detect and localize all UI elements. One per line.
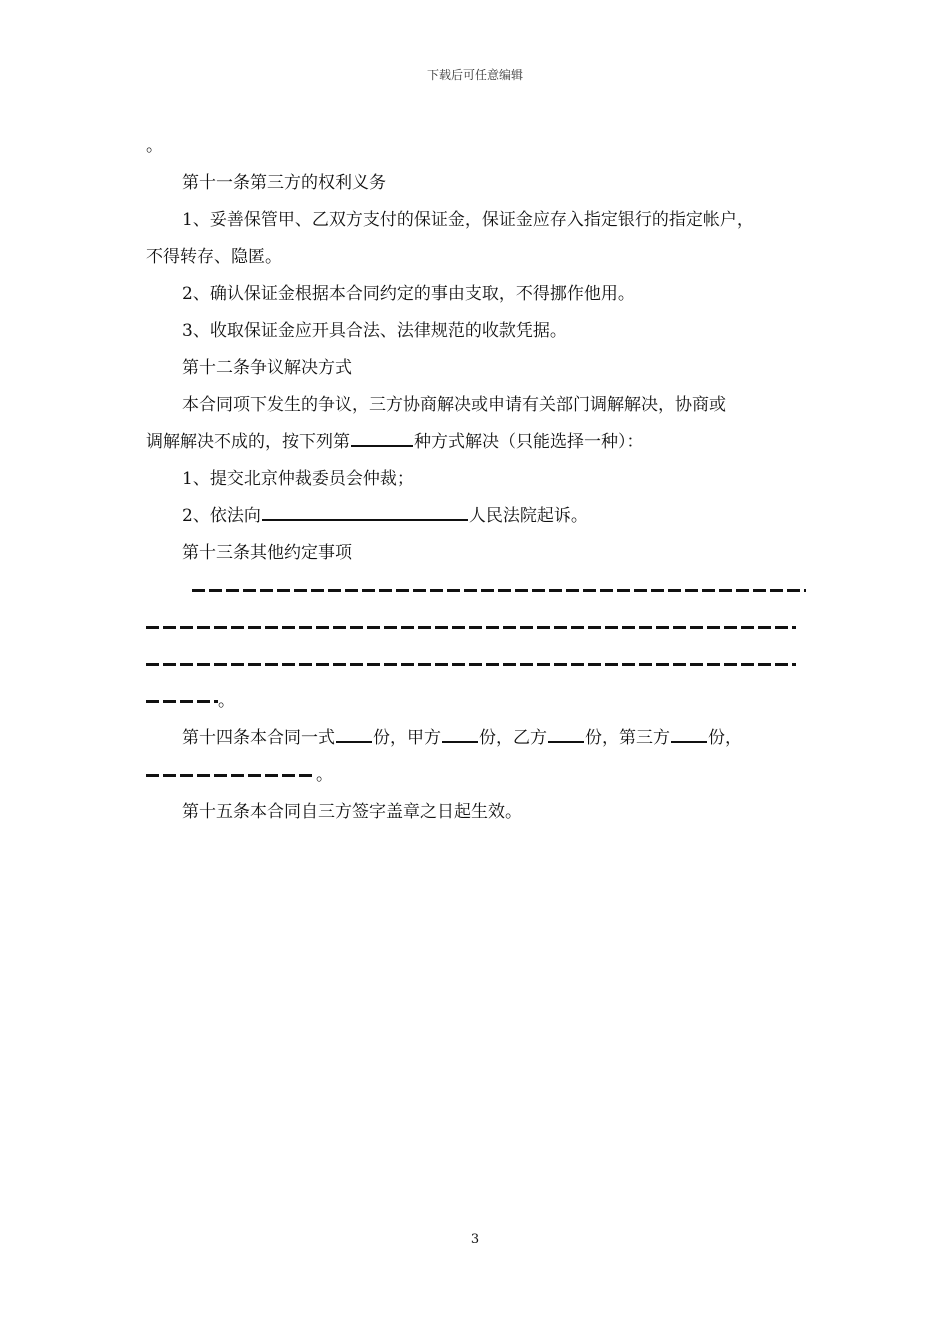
article-12-text-cont [146, 424, 810, 461]
article-12-option-2-a: 2、依法向 [182, 506, 261, 526]
court-name-blank[interactable] [262, 505, 468, 521]
dash-rule [146, 626, 796, 629]
third-party-copies-blank[interactable] [671, 727, 707, 743]
article-12-heading: 第十二条争议解决方式 [182, 358, 352, 378]
article-13-heading: 第十三条其他约定事项 [182, 543, 352, 563]
article-11-item-3: 3、收取保证金应开具合法、法律规范的收款凭据。 [182, 321, 567, 341]
article-11-item-2: 2、确认保证金根据本合同约定的事由支取，不得挪作他用。 [182, 284, 635, 304]
article-11-heading: 第十一条第三方的权利义务 [182, 173, 386, 193]
party-a-copies-blank[interactable] [442, 727, 478, 743]
other-terms-line-4[interactable] [146, 683, 810, 720]
party-b-copies-blank[interactable] [548, 727, 584, 743]
article-14 [146, 720, 810, 757]
article-11-item-1-cont: 不得转存、隐匿。 [146, 247, 282, 267]
article-12-text-cont-b: 种方式解决（只能选择一种）： [414, 432, 644, 452]
option-number-blank[interactable] [351, 431, 413, 447]
article-11-item-1: 1、妥善保管甲、乙双方支付的保证金，保证金应存入指定银行的指定帐户， [182, 210, 754, 230]
article-12-option-1: 1、提交北京仲裁委员会仲裁； [182, 469, 414, 489]
article-12-text-cont-a: 调解解决不成的，按下列第 [146, 432, 350, 452]
article-14-b: 份，甲方 [373, 728, 441, 748]
line-period: 。 [146, 136, 163, 156]
article-12-option-2 [146, 498, 810, 535]
article-14-c: 份，乙方 [479, 728, 547, 748]
page-header: 下载后可任意编辑 [426, 68, 523, 82]
line-end-period: 。 [316, 765, 333, 785]
article-14-d: 份，第三方 [585, 728, 670, 748]
line-end-period: 。 [218, 691, 235, 711]
article-12-option-2-b: 人民法院起诉。 [468, 506, 588, 526]
article-15: 第十五条本合同自三方签字盖章之日起生效。 [182, 802, 522, 822]
total-copies-blank[interactable] [336, 727, 372, 743]
article-12-text: 本合同项下发生的争议，三方协商解决或申请有关部门调解解决，协商或 [182, 395, 726, 415]
page-number: 3 [470, 1232, 480, 1247]
other-terms-line-3[interactable] [146, 646, 810, 683]
other-terms-line-1[interactable] [146, 572, 810, 609]
dash-rule [192, 589, 806, 592]
dash-rule [146, 774, 316, 777]
dash-rule [146, 663, 796, 666]
dash-rule [146, 700, 218, 703]
document-body [146, 128, 810, 831]
other-terms-line-2[interactable] [146, 609, 810, 646]
article-14-a: 第十四条本合同一式 [182, 728, 335, 748]
article-14-cont[interactable] [146, 757, 810, 794]
article-14-e: 份， [708, 728, 742, 748]
